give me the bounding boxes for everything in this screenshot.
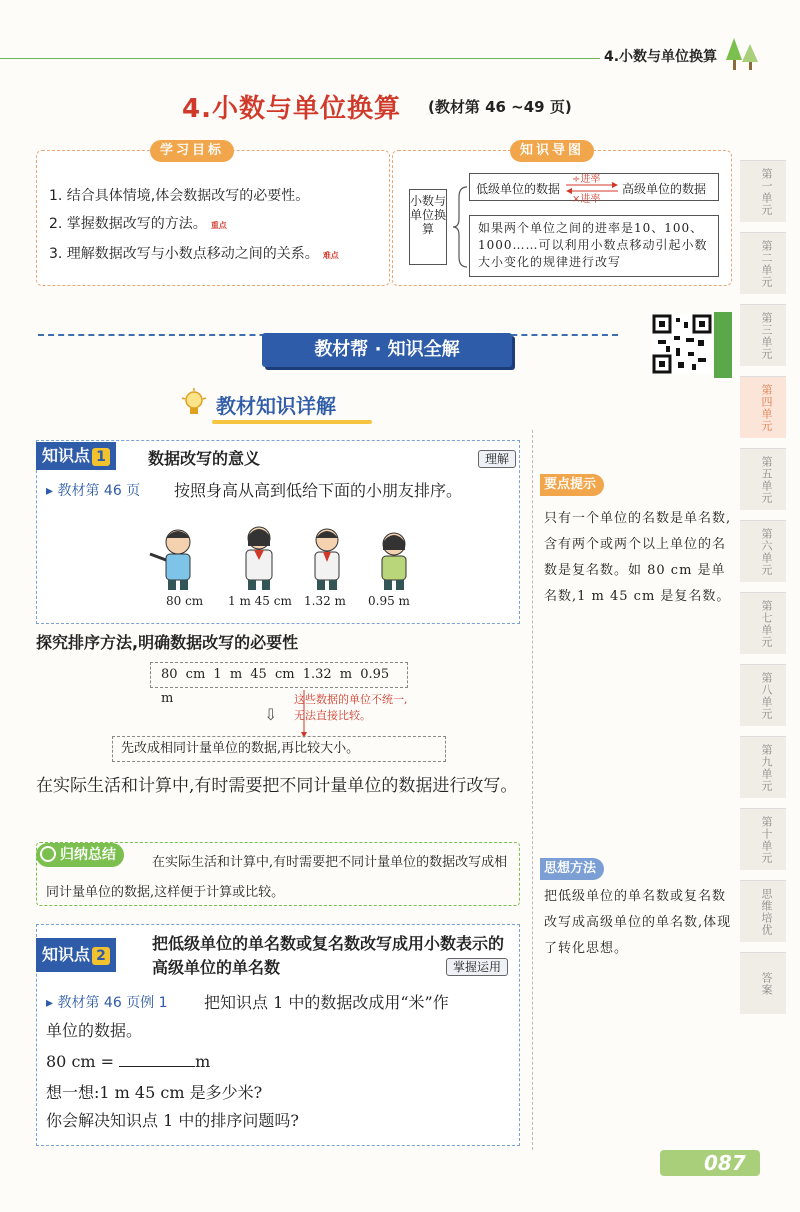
map-low-unit: 低级单位的数据 — [476, 182, 561, 196]
summary-tag: 归纳总结 — [36, 843, 124, 867]
column-divider — [532, 430, 533, 1150]
goal-item: 1. 结合具体情境,体会数据改写的必要性。 — [49, 188, 310, 204]
method-tag: 思想方法 — [540, 858, 604, 880]
page-number: 087 — [704, 1151, 746, 1175]
map-conversion-node — [469, 173, 719, 205]
knowledge-map-box — [392, 150, 732, 286]
key-point-badge: 重点 — [210, 221, 227, 230]
method-text: 把低级单位的单名数或复名数改写成高级单位的单名数,体现了转化思想。 — [544, 889, 732, 956]
tab-unit-9[interactable]: 第九单元 — [740, 736, 786, 798]
tab-unit-2[interactable]: 第二单元 — [740, 232, 786, 294]
think-question: 你会解决知识点 1 中的排序问题吗? — [46, 1111, 299, 1130]
summary-text: 在实际生活和计算中,有时需要把不同计量单位的数据改写成相同计量单位的数据,这样便于计算或比较。 — [46, 855, 508, 900]
tab-answers[interactable]: 答案 — [740, 952, 786, 1014]
map-multiply-rate: ×进率 — [572, 194, 601, 205]
map-high-unit: 高级单位的数据 — [622, 182, 707, 196]
target-icon — [40, 846, 56, 862]
knowledge-point-2-label: 知识点 2 — [36, 938, 116, 972]
tab-unit-4[interactable]: 第四单元 — [740, 376, 786, 438]
tab-unit-6[interactable]: 第六单元 — [740, 520, 786, 582]
think-question: 想一想:1 m 45 cm 是多少米? — [46, 1083, 263, 1102]
compare-method-box: 先改成相同计量单位的数据,再比较大小。 — [112, 736, 446, 762]
map-note-node: 如果两个单位之间的进率是10、100、1000……可以利用小数点移动引起小数大小变化的规律进行改写 — [469, 215, 719, 277]
explanation-paragraph: 在实际生活和计算中,有时需要把不同计量单位的数据进行改写。 — [36, 776, 518, 796]
level-tag: 理解 — [478, 450, 516, 468]
tab-unit-7[interactable]: 第七单元 — [740, 592, 786, 654]
chapter-title: 4.小数与单位换算 — [182, 94, 401, 124]
knowledge-point-2-title: 把低级单位的单名数或复名数改写成用小数表示的高级单位的单名数 — [152, 934, 505, 977]
tree-icon — [724, 34, 760, 72]
annotation-note: 这些数据的单位不统一, 无法直接比较。 — [294, 693, 408, 722]
child-figure-icon — [232, 524, 286, 592]
reference-question-cont: 单位的数据。 — [46, 1021, 143, 1040]
section-title: 教材知识详解 — [216, 394, 336, 418]
tip-tag: 要点提示 — [540, 474, 604, 496]
tab-unit-8[interactable]: 第八单元 — [740, 664, 786, 726]
knowledge-point-1-label: 知识点 1 — [36, 442, 116, 470]
tab-unit-5[interactable]: 第五单元 — [740, 448, 786, 510]
tip-text: 只有一个单位的名数是单名数,含有两个或两个以上单位的名数是复名数。如 80 cm 是单名数,1 m 45 cm 是复名数。 — [544, 511, 732, 604]
map-divide-rate: ÷进率 — [572, 174, 601, 185]
child-height-label: 1.32 m — [304, 594, 346, 608]
tab-unit-10[interactable]: 第十单元 — [740, 808, 786, 870]
knowledge-map-tag: 知识导图 — [510, 140, 594, 162]
explore-heading: 探究排序方法,明确数据改写的必要性 — [36, 633, 299, 652]
lightbulb-icon — [180, 388, 208, 418]
data-list-box: 80 cm 1 m 45 cm 1.32 m 0.95 m — [150, 662, 408, 688]
running-header: 4.小数与单位换算 — [604, 49, 718, 65]
child-figure-icon — [300, 524, 354, 592]
child-height-label: 80 cm — [166, 594, 204, 608]
goal-item: 2. 掌握数据改写的方法。 重点 — [49, 216, 227, 232]
child-height-label: 0.95 m — [368, 594, 410, 608]
brace-icon — [451, 185, 469, 269]
child-figure-icon — [148, 524, 202, 592]
answer-blank[interactable] — [119, 1053, 195, 1067]
difficult-point-badge: 难点 — [322, 251, 339, 260]
qr-code-icon[interactable] — [652, 314, 712, 374]
section-underline — [212, 420, 372, 424]
tab-thinking[interactable]: 思维培优 — [740, 880, 786, 942]
reference-question: 按照身高从高到低给下面的小朋友排序。 — [174, 481, 463, 500]
qr-code-label — [714, 312, 732, 378]
header-rule — [0, 58, 600, 59]
level-tag: 掌握运用 — [446, 958, 508, 976]
textbook-reference: ▸ 教材第 46 页 — [46, 483, 141, 499]
down-arrow-icon: ⇩ — [264, 705, 278, 724]
fill-blank-question: 80 cm = m — [46, 1052, 211, 1071]
section-banner: 教材帮 · 知识全解 — [262, 333, 512, 367]
child-height-label: 1 m 45 cm — [228, 594, 292, 608]
knowledge-point-1-title: 数据改写的意义 — [148, 449, 261, 468]
textbook-reference: ▸ 教材第 46 页例 1 — [46, 995, 168, 1011]
reference-question: 把知识点 1 中的数据改成用“米”作 — [204, 993, 449, 1012]
learning-goals-box — [36, 150, 390, 286]
child-figure-icon — [370, 524, 424, 592]
map-root-node: 小数与单位换算 — [409, 189, 447, 265]
learning-goals-tag: 学习目标 — [150, 140, 234, 162]
goal-item: 3. 理解数据改写与小数点移动之间的关系。 难点 — [49, 246, 339, 262]
tab-unit-1[interactable]: 第一单元 — [740, 160, 786, 222]
chapter-page-range: (教材第 46 ~49 页) — [428, 98, 572, 116]
tab-unit-3[interactable]: 第三单元 — [740, 304, 786, 366]
